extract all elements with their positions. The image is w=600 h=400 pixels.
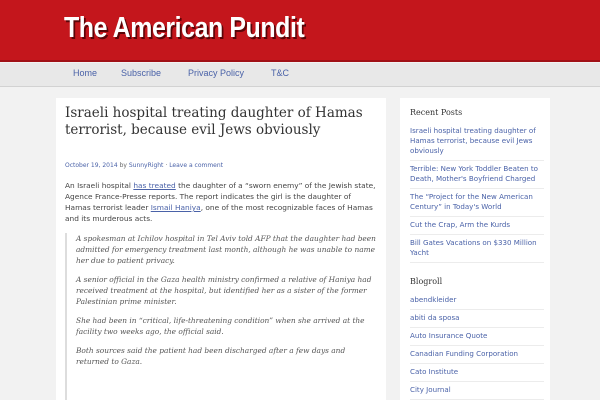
nav-terms[interactable]: T&C: [271, 68, 289, 78]
quote-paragraph: A spokesman at Ichilov hospital in Tel Aviv told AFP that the daughter had been admitted for emergency treatment last month, although he was unable to name her due to patient privacy.: [76, 234, 376, 265]
blogroll-item: [410, 328, 544, 346]
has-treated-link[interactable]: has treated: [133, 181, 176, 190]
post-date[interactable]: October 19, 2014: [65, 162, 118, 169]
post-meta: [65, 162, 223, 169]
quote-paragraph: A senior official in the Gaza health ministry confirmed a relative of Haniya had received treatment at the hospital, but identified her as a sister of the former Palestinian prime minister.: [76, 275, 372, 306]
blogroll-item: [410, 310, 544, 328]
leave-comment-link[interactable]: Leave a comment: [169, 162, 224, 169]
recent-post-item: [410, 189, 544, 217]
post-title[interactable]: Israeli hospital treating daughter of Hamas terrorist, because evil Jews obviously: [65, 105, 363, 138]
ismail-haniya-link[interactable]: Ismail Haniya: [150, 203, 201, 212]
post-author[interactable]: SunnyRight: [128, 162, 164, 169]
recent-posts-title: Recent Posts: [410, 108, 463, 117]
post-content: [56, 98, 386, 400]
recent-post-link[interactable]: Cut the Crap, Arm the Kurds: [410, 220, 511, 229]
blogroll-item: [410, 346, 544, 364]
nav-privacy-policy[interactable]: Privacy Policy: [188, 68, 245, 78]
recent-post-item: [410, 217, 544, 235]
intro-text-2: the daughter of a “sworn enemy” of the Jewish state, Agence France-Presse reports. The report indicates the girl is the daughter of Hamas terrorist leader: [65, 181, 376, 212]
quote-paragraph: She had been in “critical, life-threatening condition” when she arrived at the facility two weeks ago, the official said.: [76, 316, 365, 336]
blogroll-item: [410, 382, 544, 400]
blogroll-link[interactable]: City Journal: [410, 385, 451, 394]
recent-post-link[interactable]: Bill Gates Vacations on $330 Million Yacht: [410, 238, 537, 257]
nav-subscribe[interactable]: Subscribe: [121, 68, 162, 78]
recent-post-link[interactable]: Israeli hospital treating daughter of Hamas terrorist, because evil Jews obviously: [410, 126, 536, 155]
blogroll-link[interactable]: abiti da sposa: [410, 313, 460, 322]
sidebar: [400, 98, 550, 400]
intro-text-3: , one of the most recognizable faces of Hamas and its murderous acts.: [65, 203, 373, 223]
blogroll-title: Blogroll: [410, 277, 443, 286]
recent-post-item: [410, 123, 544, 161]
recent-post-item: [410, 235, 544, 263]
blogroll-item: [410, 364, 544, 382]
intro-text-1: An Israeli hospital: [65, 181, 131, 190]
recent-posts-list: [400, 123, 550, 263]
main-nav: [0, 63, 600, 87]
post-by: by: [119, 162, 127, 169]
blogroll-link[interactable]: abendkleider: [410, 295, 457, 304]
recent-post-link[interactable]: The “Project for the New American Century” in Today's World: [410, 192, 533, 211]
site-title[interactable]: The American Pundit: [64, 12, 305, 44]
quote-paragraph: Both sources said the patient had been discharged after a few days and returned to Gaza.: [76, 346, 346, 366]
blogroll-list: [400, 292, 550, 400]
blogroll-link[interactable]: Canadian Funding Corporation: [410, 349, 519, 358]
post-meta-separator: ·: [165, 162, 168, 169]
recent-post-item: [410, 161, 544, 189]
blogroll-item: [410, 292, 544, 310]
nav-home[interactable]: Home: [73, 68, 98, 78]
blogroll-link[interactable]: Auto Insurance Quote: [410, 331, 488, 340]
blogroll-link[interactable]: Cato Institute: [410, 367, 459, 376]
post-intro: [65, 180, 379, 224]
blockquote: [65, 233, 383, 400]
recent-post-link[interactable]: Terrible: New York Toddler Beaten to Death, Mother's Boyfriend Charged: [410, 164, 538, 183]
site-header: [0, 0, 600, 62]
